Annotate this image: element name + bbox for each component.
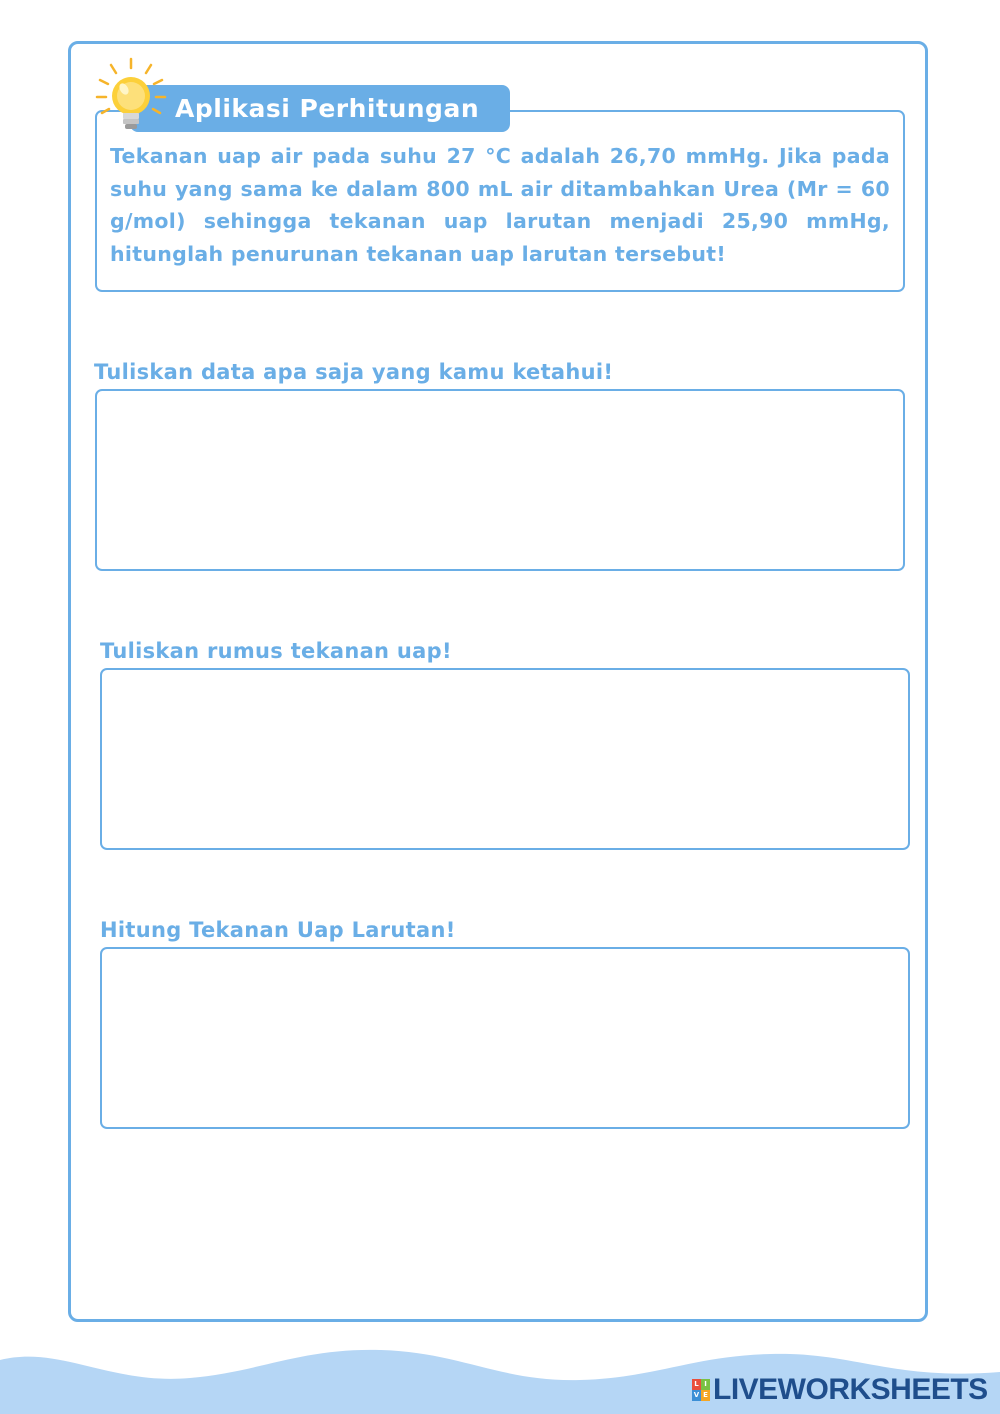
answer-box-1[interactable] (95, 389, 905, 571)
liveworksheets-brand: LIVEWORKSHEETS (713, 1373, 988, 1406)
question-1-label: Tuliskan data apa saja yang kamu ketahui! (94, 360, 614, 384)
liveworksheets-logo (692, 1374, 988, 1406)
question-2-label: Tuliskan rumus tekanan uap! (100, 639, 452, 663)
problem-statement: Tekanan uap air pada suhu 27 °C adalah 26,70 mmHg. Jika pada suhu yang sama ke dalam 800 mL air ditambahkan Urea (Mr = 60 g/mol) sehingga tekanan uap larutan menjadi 25,90 mmHg, hitunglah penurunan tekanan uap larutan tersebut! (110, 144, 890, 267)
section-title: Aplikasi Perhitungan (175, 94, 480, 123)
liveworksheets-badge-icon: L I V E (692, 1379, 710, 1401)
answer-box-3[interactable] (100, 947, 910, 1129)
question-3-label: Hitung Tekanan Uap Larutan! (100, 918, 456, 942)
lightbulb-icon (94, 56, 168, 138)
answer-box-2[interactable] (100, 668, 910, 850)
